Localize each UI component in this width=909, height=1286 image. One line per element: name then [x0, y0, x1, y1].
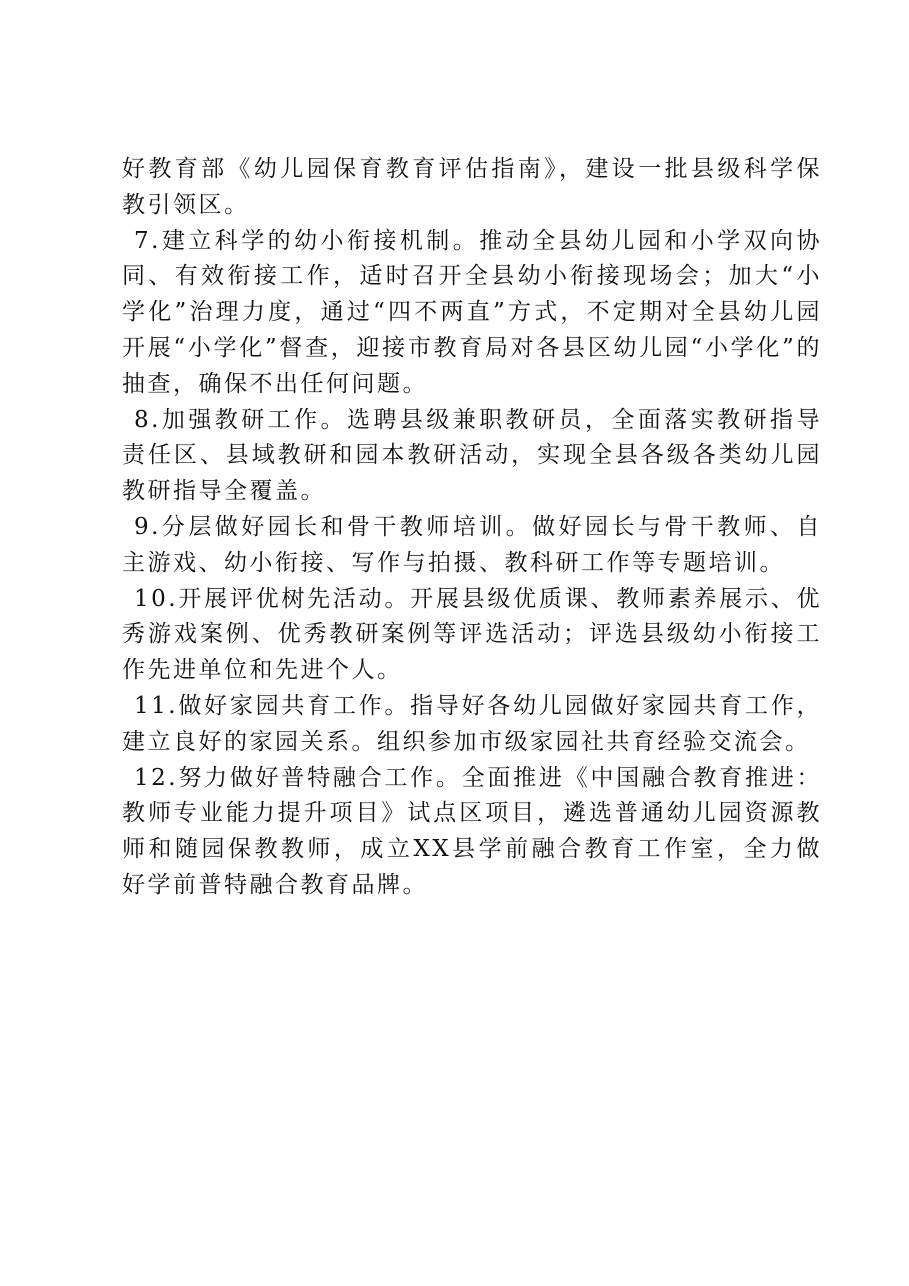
- document-body: [122, 152, 822, 904]
- paragraph-continuation: 好教育部《幼儿园保育教育评估指南》，建设一批县级科学保教引领区。: [122, 156, 822, 218]
- paragraph-item-7: 7.建立科学的幼小衔接机制。推动全县幼儿园和小学双向协同、有效衔接工作，适时召开全县幼小衔接现场会；加大“小学化”治理力度，通过“四不两直”方式，不定期对全县幼儿园开展“小学化”督查，迎接市教育局对各县区幼儿园“小学化”的抽查，确保不出任何问题。: [122, 227, 822, 397]
- paragraph-item-10: 10.开展评优树先活动。开展县级优质课、教师素养展示、优秀游戏案例、优秀教研案例等评选活动；评选县级幼小衔接工作先进单位和先进个人。: [122, 585, 822, 684]
- paragraph-item-12: 12.努力做好普特融合工作。全面推进《中国融合教育推进：教师专业能力提升项目》试点区项目，遴选普通幼儿园资源教师和随园保教教师，成立XX县学前融合教育工作室，全力做好学前普特融合教育品牌。: [122, 764, 822, 898]
- paragraph-item-9: 9.分层做好园长和骨干教师培训。做好园长与骨干教师、自主游戏、幼小衔接、写作与拍摄、教科研工作等专题培训。: [122, 513, 822, 576]
- paragraph-item-11: 11.做好家园共育工作。指导好各幼儿园做好家园共育工作，建立良好的家园关系。组织参加市级家园社共育经验交流会。: [122, 692, 822, 755]
- paragraph-item-8: 8.加强教研工作。选聘县级兼职教研员，全面落实教研指导责任区、县域教研和园本教研活动，实现全县各级各类幼儿园教研指导全覆盖。: [122, 406, 822, 505]
